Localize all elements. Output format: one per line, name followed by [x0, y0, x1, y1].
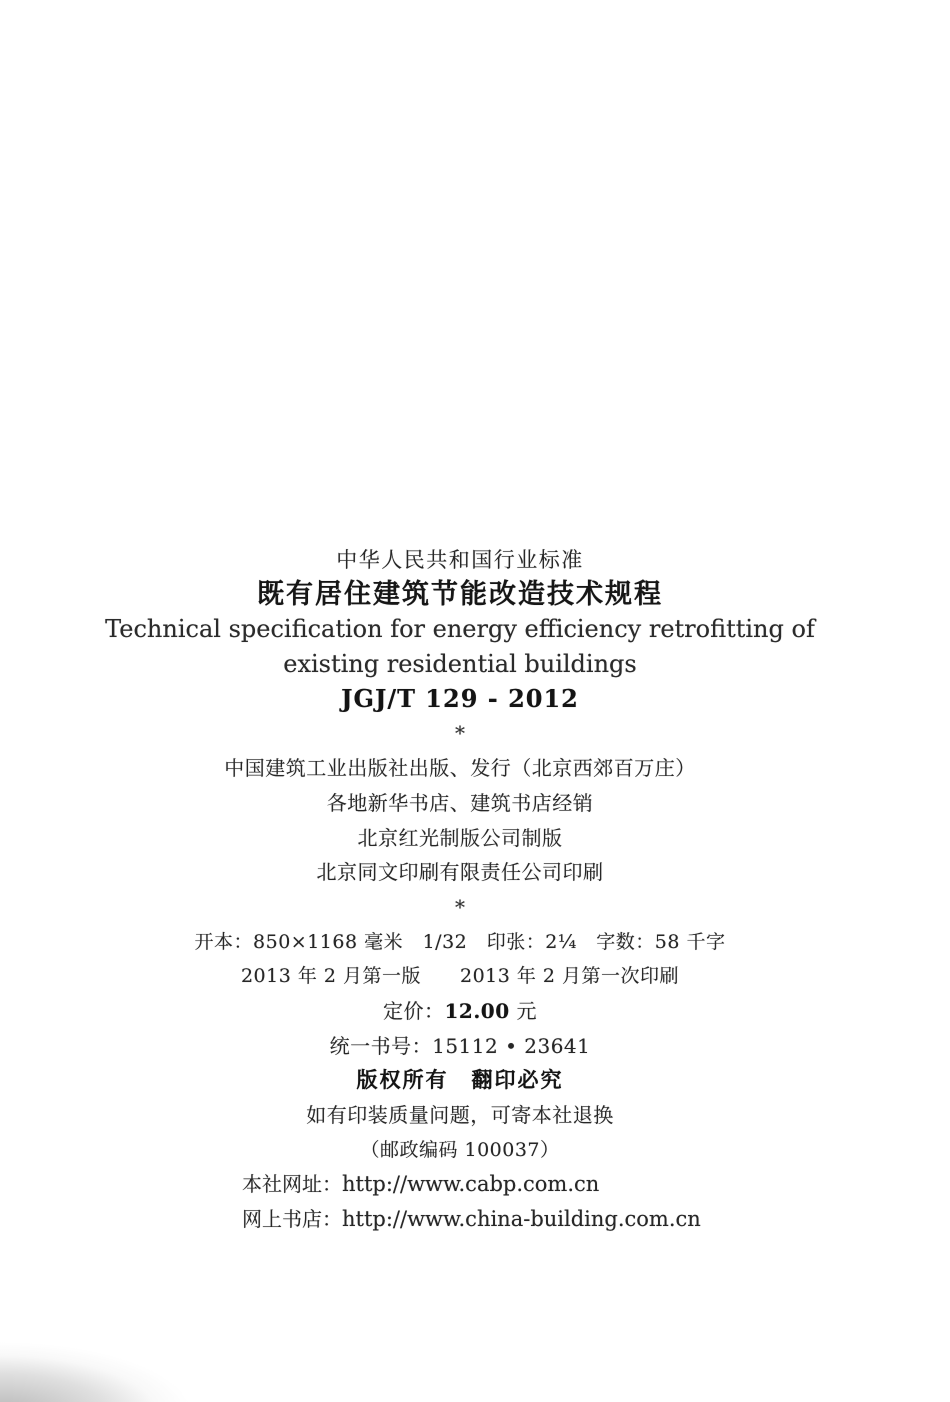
- bookstore-url: http://www.china-building.com.cn: [342, 1207, 701, 1232]
- plate-making-line: 北京红光制版公司制版: [357, 825, 563, 850]
- quality-return-line: 如有印装质量问题，可寄本社退换: [306, 1103, 614, 1127]
- colophon-block: [0, 543, 920, 1237]
- format-line: 开本：850×1168 毫米 1/32 印张：2¼ 字数：58 千字: [194, 930, 726, 953]
- copyright-notice: 版权所有 翻印必究: [356, 1068, 564, 1093]
- publisher-line: 中国建筑工业出版社出版、发行（北京西郊百万庄）: [224, 756, 696, 781]
- standard-number: JGJ/T 129 - 2012: [341, 683, 579, 713]
- price-line: [0, 994, 920, 1029]
- bookstore-label: 网上书店：: [242, 1207, 342, 1232]
- printing-line: 北京同文印刷有限责任公司印刷: [316, 860, 604, 885]
- book-title-en-line2: existing residential buildings: [283, 650, 637, 679]
- website-label: 本社网址：: [242, 1172, 342, 1197]
- standard-class-line: 中华人民共和国行业标准: [336, 548, 584, 572]
- publisher-website-line: [0, 1167, 920, 1202]
- divider-star-top: *: [455, 721, 465, 746]
- postal-code-line: （邮政编码 100037）: [360, 1138, 560, 1161]
- book-title-en-line1: Technical specification for energy efficiency retrofitting of: [105, 615, 815, 644]
- price-unit: 元: [509, 998, 537, 1023]
- website-url: http://www.cabp.com.cn: [342, 1172, 600, 1197]
- price-label: 定价：: [383, 998, 445, 1023]
- book-number-line: 统一书号：15112 • 23641: [329, 1033, 591, 1058]
- online-bookstore-line: [0, 1202, 920, 1237]
- distribution-line: 各地新华书店、建筑书店经销: [326, 790, 594, 815]
- book-title-cn: 既有居住建筑节能改造技术规程: [257, 578, 663, 610]
- divider-star-bottom: *: [455, 894, 465, 919]
- scan-corner-shadow: [0, 1322, 260, 1402]
- edition-line: 2013 年 2 月第一版 2013 年 2 月第一次印刷: [240, 965, 680, 988]
- price-value: 12.00: [444, 998, 510, 1023]
